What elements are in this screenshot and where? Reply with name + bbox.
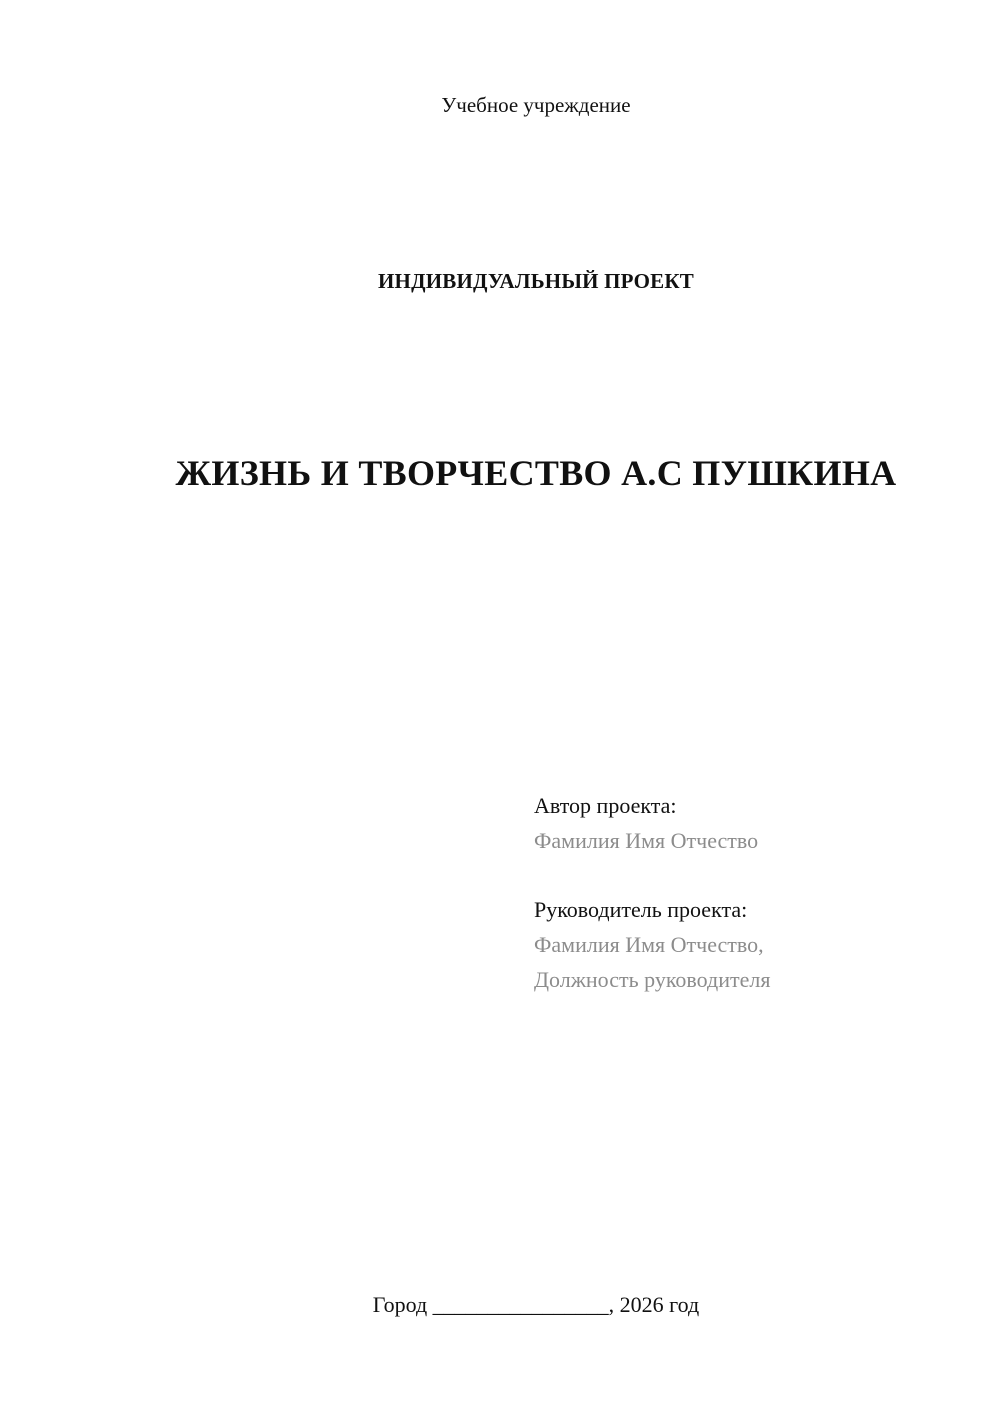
author-name: Фамилия Имя Отчество <box>534 828 759 853</box>
author-label: Автор проекта: <box>534 793 677 818</box>
document-type: ИНДИВИДУАЛЬНЫЙ ПРОЕКТ <box>378 269 694 293</box>
project-info-block <box>534 788 974 997</box>
city-year-line: Город ________________, 2026 год <box>372 1292 700 1317</box>
supervisor-name: Фамилия Имя Отчество, <box>534 932 764 957</box>
supervisor-label: Руководитель проекта: <box>534 897 748 922</box>
institution-name: Учебное учреждение <box>441 93 631 117</box>
document-title: ЖИЗНЬ И ТВОРЧЕСТВО А.С ПУШКИНА <box>175 453 897 493</box>
supervisor-position: Должность руководителя <box>534 967 771 992</box>
